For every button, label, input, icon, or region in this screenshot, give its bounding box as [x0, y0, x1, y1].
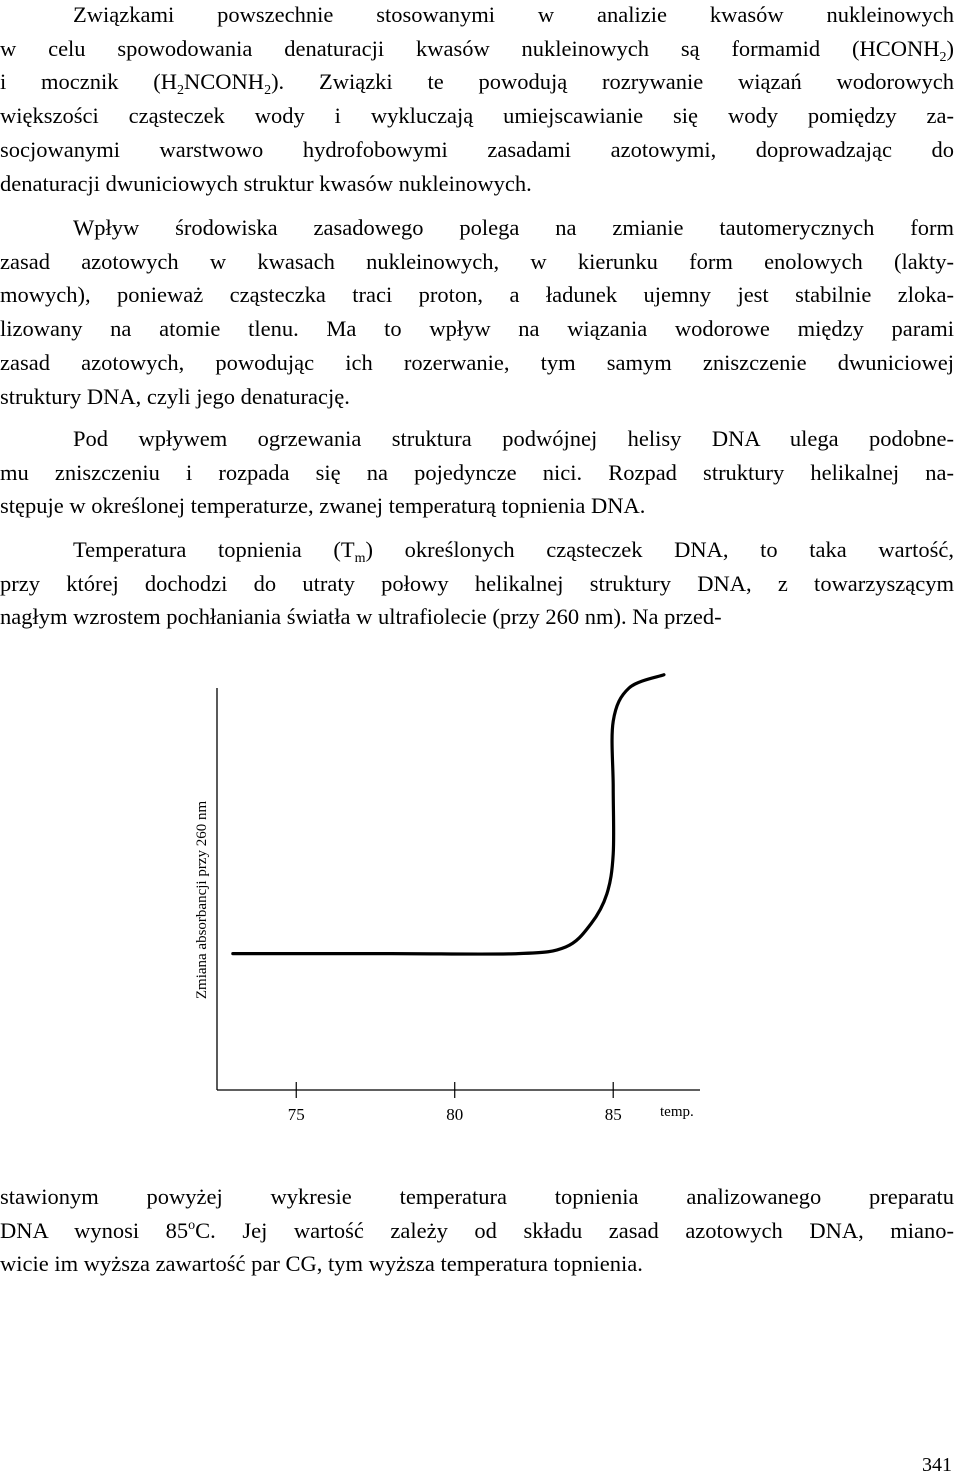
text-line: socjowanymi warstwowo hydrofobowymi zasadami azotowymi, doprowadzając do: [0, 136, 954, 162]
text-line: lizowany na atomie tlenu. Ma to wpływ na wiązania wodorowe między parami: [0, 316, 954, 342]
text-line: nagłym wzrostem pochłaniania światła w ultrafiolecie (przy 260 nm). Na przed-: [0, 604, 722, 630]
text-line: stępuje w określonej temperaturze, zwanej temperaturą topnienia DNA.: [0, 493, 646, 519]
text-line: denaturacji dwuniciowych struktur kwasów nukleinowych.: [0, 170, 532, 196]
text-line: w celu spowodowania denaturacji kwasów nukleinowych są formamid $(HCONH_2)$: [0, 35, 954, 65]
text-line: Związkami powszechnie stosowanymi w analizie kwasów nukleinowych: [73, 2, 954, 27]
paragraph-heating: [0, 422, 954, 523]
text-line: struktury DNA, czyli jego denaturację.: [0, 383, 350, 409]
text-line: mu zniszczeniu i rozpada się na pojedyncze nici. Rozpad struktury helikalnej na-: [0, 459, 954, 485]
absorbance-curve: [233, 675, 664, 954]
chart-axes: [217, 688, 700, 1090]
page-number: 341: [922, 1454, 952, 1476]
melting-curve-chart: [180, 670, 740, 1140]
text-line: zasad azotowych, powodując ich rozerwanie, tym samym zniszczenie dwuniciowej: [0, 349, 954, 375]
melting-curve-svg: [180, 670, 740, 1140]
text-line: Wpływ środowiska zasadowego polega na zmianie tautomerycznych form: [73, 215, 954, 240]
paragraph-melting-temperature: [0, 533, 954, 634]
text-line: wicie im wyższa zawartość par CG, tym wyższa temperatura topnienia.: [0, 1251, 643, 1277]
text-line: mowych), ponieważ cząsteczka traci proton, a ładunek ujemny jest stabilnie zloka-: [0, 282, 954, 308]
y-axis-label: Zmiana absorbancji przy 260 nm: [194, 800, 210, 1000]
x-axis-label: temp.: [660, 1104, 694, 1120]
text-line: Pod wpływem ogrzewania struktura podwójnej helisy DNA ulega podobne-: [73, 426, 954, 451]
chart-labels: [194, 801, 694, 1124]
paragraph-alkaline-environment: [0, 211, 954, 413]
paragraph-denaturing-agents: [0, 0, 954, 200]
text-line: DNA wynosi 85$^o$C. Jej wartość zależy od składu zasad azotowych DNA, miano-: [0, 1217, 954, 1243]
chart-curve: [233, 675, 664, 954]
x-tick-label-75: 75: [287, 1105, 305, 1124]
text-line: zasad azotowych w kwasach nukleinowych, w kierunku form enolowych (lakty-: [0, 248, 954, 274]
text-line: i mocznik $(H_2NCONH_2)$. Związki te powodują rozrywanie wiązań wodorowych: [0, 69, 954, 99]
paragraph-conclusion: [0, 1180, 954, 1281]
text-line: stawionym powyżej wykresie temperatura topnienia analizowanego preparatu: [0, 1184, 954, 1209]
x-tick-label-85: 85: [604, 1105, 622, 1124]
text-line: przy której dochodzi do utraty połowy helikalnej struktury DNA, z towarzyszącym: [0, 570, 954, 596]
text-line: większości cząsteczek wody i wykluczają umiejscawianie się wody pomiędzy za-: [0, 103, 954, 129]
text-line: Temperatura topnienia $(T_m)$ określonych cząsteczek DNA, to taka wartość,: [73, 537, 954, 566]
x-tick-label-80: 80: [446, 1105, 464, 1124]
